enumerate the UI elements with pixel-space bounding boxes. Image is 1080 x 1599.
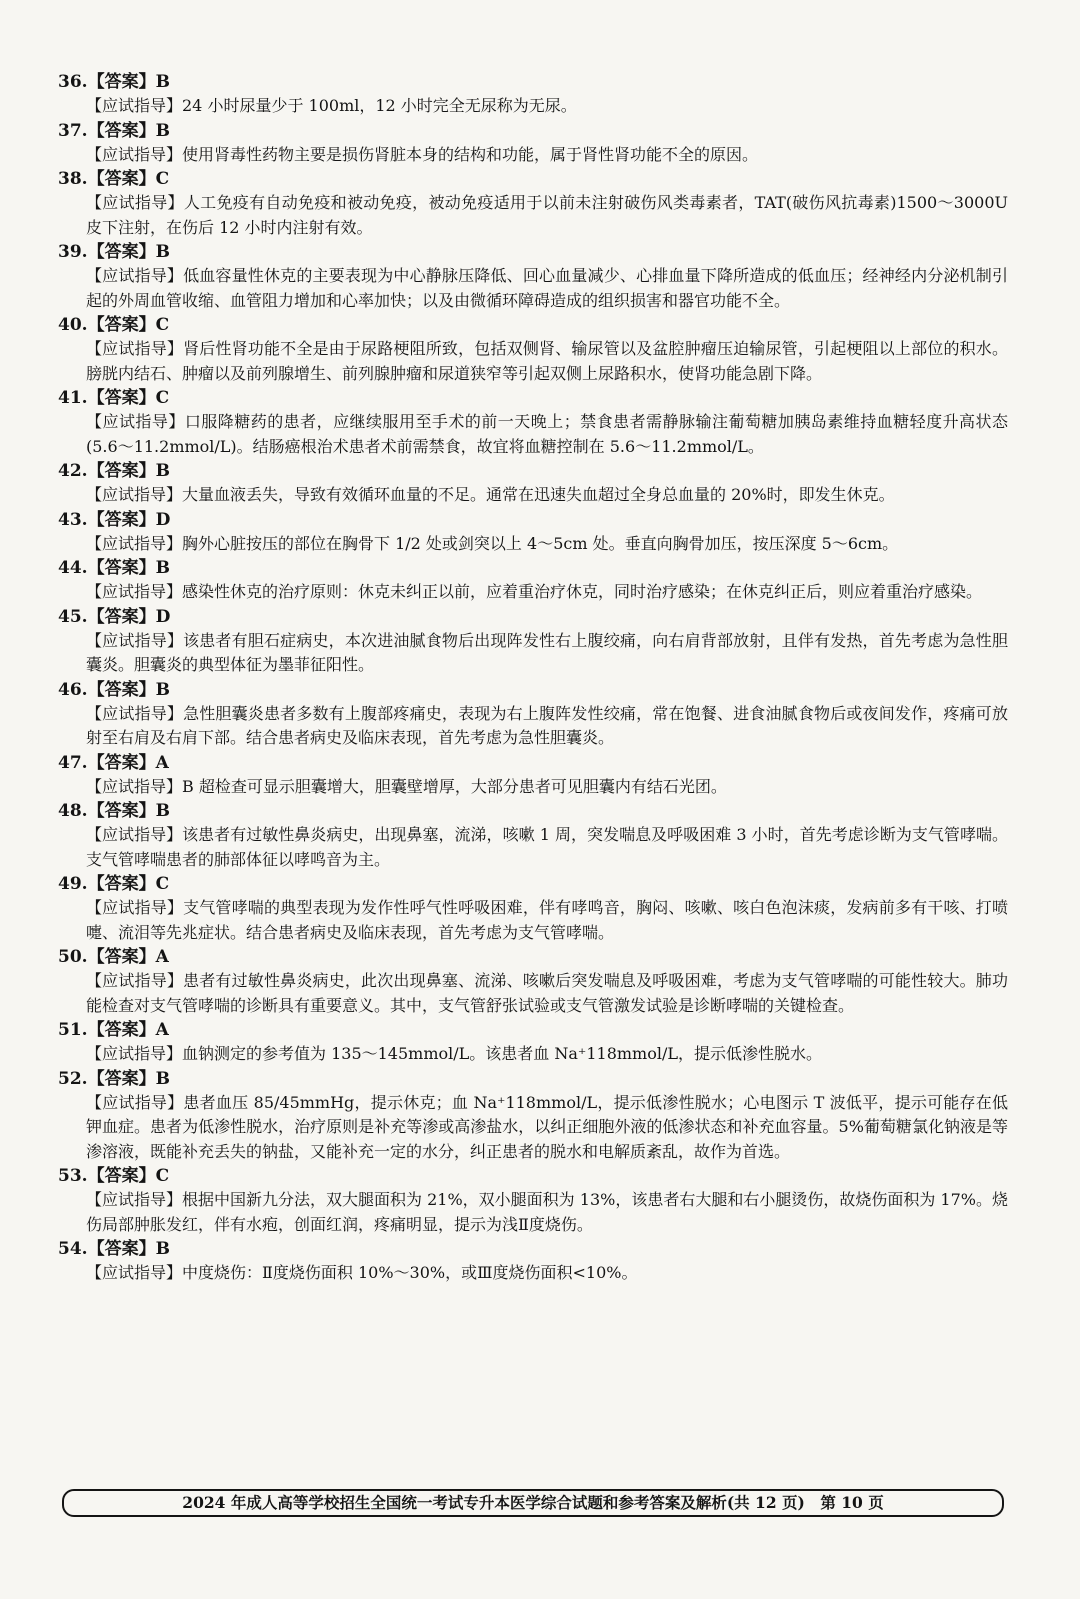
answer-line: 49.【答案】C — [58, 874, 170, 894]
guide-text: 【应试指导】口服降糖药的患者，应继续服用至手术的前一天晚上；禁食患者需静脉输注葡萄糖加胰岛素维持血糖轻度升高状态(5.6～11.2mmol/L)。结肠癌根治术患者术前需禁食，故宜将血糖控制在 5.6～11.2mmol/L。 — [86, 412, 1008, 456]
guide-text: 【应试指导】大量血液丢失，导致有效循环血量的不足。通常在迅速失血超过全身总血量的 20%时，即发生休克。 — [86, 485, 895, 504]
guide-text: 【应试指导】根据中国新九分法，双大腿面积为 21%，双小腿面积为 13%，该患者右大腿和右小腿烫伤，故烧伤面积为 17%。烧伤局部肿胀发红，伴有水疱，创面红润，疼痛明显，提示为浅Ⅱ度烧伤。 — [86, 1190, 1008, 1234]
guide-text: 【应试指导】人工免疫有自动免疫和被动免疫，被动免疫适用于以前未注射破伤风类毒素者，TAT(破伤风抗毒素)1500～3000U 皮下注射，在伤后 12 小时内注射有效。 — [86, 193, 1008, 237]
answer-line: 50.【答案】A — [58, 947, 169, 967]
answer-line: 37.【答案】B — [58, 120, 170, 141]
entry-49 — [58, 872, 1008, 945]
entry-43 — [58, 508, 1008, 557]
entry-36 — [58, 70, 1008, 119]
answer-line: 38.【答案】C — [58, 169, 170, 189]
answer-line: 52.【答案】B — [58, 1068, 170, 1089]
answer-line: 54.【答案】B — [58, 1239, 170, 1259]
guide-text: 【应试指导】患者有过敏性鼻炎病史，此次出现鼻塞、流涕、咳嗽后突发喘息及呼吸困难，考虑为支气管哮喘的可能性较大。肺功能检查对支气管哮喘的诊断具有重要意义。其中，支气管舒张试验或支气管激发试验是诊断哮喘的关键检查。 — [86, 971, 1008, 1015]
guide-text: 【应试指导】B 超检查可显示胆囊增大，胆囊壁增厚，大部分患者可见胆囊内有结石光团。 — [86, 776, 727, 796]
guide-text: 【应试指导】血钠测定的参考值为 135～145mmol/L。该患者血 Na⁺118mmol/L，提示低渗性脱水。 — [86, 1044, 822, 1063]
answer-line: 39.【答案】B — [58, 242, 170, 262]
guide-text: 【应试指导】胸外心脏按压的部位在胸骨下 1/2 处或剑突以上 4～5cm 处。垂直向胸骨加压，按压深度 5～6cm。 — [86, 533, 899, 553]
entry-41 — [58, 386, 1008, 459]
guide-text: 【应试指导】24 小时尿量少于 100ml，12 小时完全无尿称为无尿。 — [86, 96, 577, 115]
entry-52 — [58, 1067, 1008, 1165]
entry-39 — [58, 240, 1008, 313]
guide-text: 【应试指导】感染性休克的治疗原则：休克未纠正以前，应着重治疗休克，同时治疗感染；在休克纠正后，则应着重治疗感染。 — [86, 582, 983, 601]
answer-line: 36.【答案】B — [58, 72, 170, 92]
answer-line: 51.【答案】A — [58, 1020, 169, 1040]
answer-list — [58, 70, 1008, 1286]
guide-text: 【应试指导】使用肾毒性药物主要是损伤肾脏本身的结构和功能，属于肾性肾功能不全的原因。 — [86, 144, 759, 164]
guide-text: 【应试指导】低血容量性休克的主要表现为中心静脉压降低、回心血量减少、心排血量下降所造成的低血压；经神经内分泌机制引起的外周血管收缩、血管阻力增加和心率加快；以及由微循环障碍造成的组织损害和器官功能不全。 — [86, 266, 1008, 310]
guide-text: 【应试指导】急性胆囊炎患者多数有上腹部疼痛史，表现为右上腹阵发性绞痛，常在饱餐、进食油腻食物后或夜间发作，疼痛可放射至右肩及右肩下部。结合患者病史及临床表现，首先考虑为急性胆囊炎。 — [86, 703, 1008, 747]
answer-line: 43.【答案】D — [58, 509, 171, 530]
answer-line: 48.【答案】B — [58, 801, 170, 821]
entry-38 — [58, 167, 1008, 240]
answer-line: 46.【答案】B — [58, 679, 170, 700]
entry-46 — [58, 678, 1008, 751]
entry-37 — [58, 119, 1008, 168]
entry-45 — [58, 605, 1008, 678]
answer-line: 47.【答案】A — [58, 752, 169, 773]
answer-line: 42.【答案】B — [58, 461, 170, 481]
entry-50 — [58, 945, 1008, 1018]
guide-text: 【应试指导】该患者有过敏性鼻炎病史，出现鼻塞，流涕，咳嗽 1 周，突发喘息及呼吸困难 3 小时，首先考虑诊断为支气管哮喘。支气管哮喘患者的肺部体征以哮鸣音为主。 — [86, 825, 1008, 869]
entry-47 — [58, 751, 1008, 800]
answer-line: 40.【答案】C — [58, 315, 170, 335]
answer-line: 41.【答案】C — [58, 388, 170, 408]
entry-44 — [58, 556, 1008, 605]
entry-54 — [58, 1237, 1008, 1286]
answer-line: 44.【答案】B — [58, 558, 170, 578]
guide-text: 【应试指导】该患者有胆石症病史，本次进油腻食物后出现阵发性右上腹绞痛，向右肩背部放射，且伴有发热，首先考虑为急性胆囊炎。胆囊炎的典型体征为墨菲征阳性。 — [86, 630, 1008, 674]
page-footer: 2024 年成人高等学校招生全国统一考试专升本医学综合试题和参考答案及解析(共 12 页) 第 10 页 — [62, 1489, 1004, 1517]
entry-42 — [58, 459, 1008, 508]
entry-53 — [58, 1164, 1008, 1237]
entry-48 — [58, 799, 1008, 872]
guide-text: 【应试指导】中度烧伤：Ⅱ度烧伤面积 10%～30%，或Ⅲ度烧伤面积<10%。 — [86, 1263, 638, 1282]
answer-line: 45.【答案】D — [58, 606, 171, 627]
entry-51 — [58, 1018, 1008, 1067]
guide-text: 【应试指导】患者血压 85/45mmHg，提示休克；血 Na⁺118mmol/L，提示低渗性脱水；心电图示 T 波低平，提示可能存在低钾血症。患者为低渗性脱水，治疗原则是补充等渗或高渗盐水，以纠正细胞外液的低渗状态和补充血容量。5%葡萄糖氯化钠液是等渗溶液，既能补充丢失的钠盐，又能补充一定的水分，纠正患者的脱水和电解质紊乱，故作为首选。 — [86, 1092, 1008, 1161]
guide-text: 【应试指导】支气管哮喘的典型表现为发作性呼气性呼吸困难，伴有哮鸣音，胸闷、咳嗽、咳白色泡沫痰，发病前多有干咳、打喷嚏、流泪等先兆症状。结合患者病史及临床表现，首先考虑为支气管哮喘。 — [86, 898, 1008, 942]
entry-40 — [58, 313, 1008, 386]
guide-text: 【应试指导】肾后性肾功能不全是由于尿路梗阻所致，包括双侧肾、输尿管以及盆腔肿瘤压迫输尿管，引起梗阻以上部位的积水。膀胱内结石、肿瘤以及前列腺增生、前列腺肿瘤和尿道狭窄等引起双侧上尿路积水，使肾功能急剧下降。 — [86, 339, 1008, 383]
answer-line: 53.【答案】C — [58, 1166, 170, 1186]
